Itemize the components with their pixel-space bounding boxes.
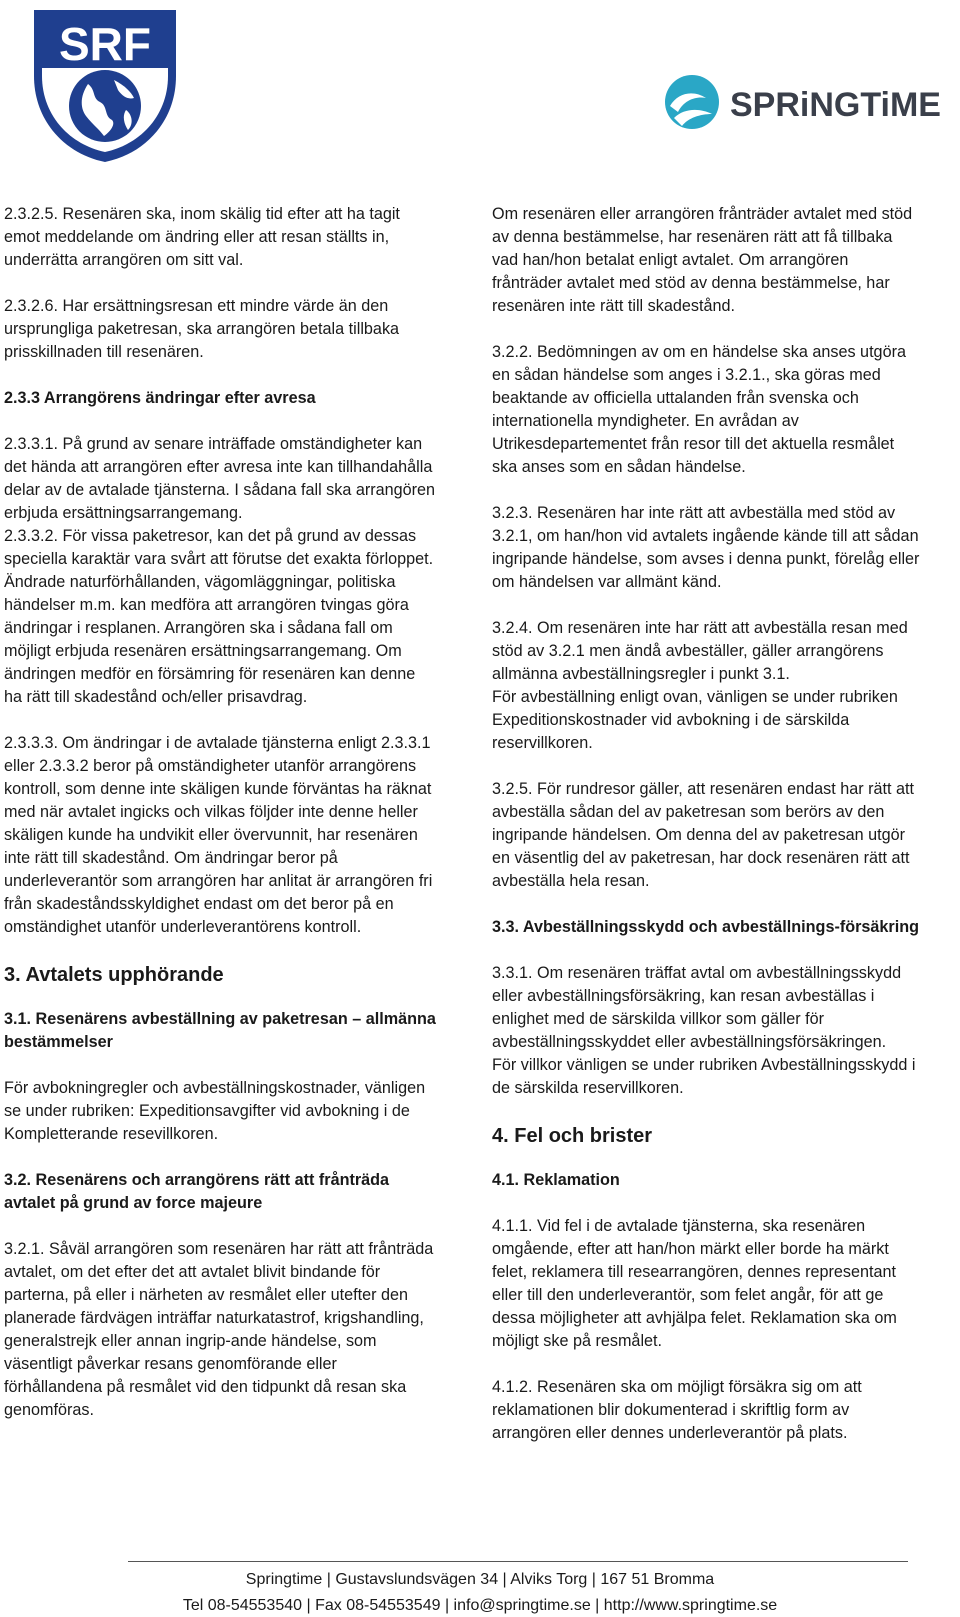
paragraph-4-1-2: 4.1.2. Resenären ska om möjligt försäkra sig om att reklamationen blir dokumenterad i skriftlig form av arrangören eller dennes underleverantör på plats. <box>492 1378 862 1442</box>
springtime-logo-text: SPRiNGTiME <box>730 86 941 124</box>
heading-3-3: 3.3. Avbeställningsskydd och avbeställnings-försäkring <box>492 918 919 936</box>
heading-3-2: 3.2. Resenärens och arrangörens rätt att frånträda avtalet på grund av force majeure <box>4 1171 390 1212</box>
paragraph-3-2-2: 3.2.2. Bedömningen av om en händelse ska anses utgöra en sådan händelse som anges i 3.2.1., ska göras med beaktande av officiella uttalanden från svenska och internationella myndigheter. En avrådan av Utrikesdepartementet från resor till det aktuella resmålet ska anses som en sådan händelse. <box>492 343 906 476</box>
paragraph-3-2-4-note: För avbeställning enligt ovan, vänligen se under rubriken Expeditionskostnader vid avbokning i de särskilda reservillkoren. <box>492 688 898 752</box>
springtime-logo <box>662 72 952 142</box>
paragraph-4-1-1: 4.1.1. Vid fel i de avtalade tjänsterna, ska resenären omgående, efter att han/hon märkt eller borde ha märkt felet, reklamera till researrangören, dennes representant eller till den underleverantör, som felet angår, för att ge dessa möjligheter att avhjälpa felet. Reklamation ska om möjligt ske på resmålet. <box>492 1217 897 1350</box>
paragraph-3-2-3: 3.2.3. Resenären har inte rätt att avbeställa med stöd av 3.2.1, om han/hon vid avtalets ingående kände till att sådan ingripande händelse, som avses i denna punkt, förelåg eller om händelsen var allmänt känd. <box>492 504 920 591</box>
footer-contact: Tel 08-54553540 | Fax 08-54553549 | info@springtime.se | http://www.springtime.se <box>182 1597 778 1614</box>
paragraph-2-3-2-6: 2.3.2.6. Har ersättningsresan ett mindre värde än den ursprungliga paketresan, ska arrangören betala tillbaka prisskillnaden till resenären. <box>4 297 400 361</box>
paragraph-2-3-3-2: 2.3.3.2. För vissa paketresor, kan det på grund av dessas speciella karaktär vara svårt att förutse det exakta förloppet. Ändrade naturförhållanden, vägomläggningar, politiska händelser m.m. kan medföra att arrangören tvingas göra ändringar i resplanen. Arrangören ska i sådana fall om möjligt erbjuda resenären ersättningsarrangemang. Om ändringen medför en försämring för resenären kan denne ha rätt till skadestånd och/eller prisavdrag. <box>4 527 434 706</box>
heading-4: 4. Fel och brister <box>492 1125 653 1147</box>
heading-4-1: 4.1. Reklamation <box>492 1171 620 1189</box>
heading-3: 3. Avtalets upphörande <box>4 964 224 986</box>
right-column <box>492 203 920 1468</box>
left-column <box>4 203 436 1445</box>
paragraph-3-2-1: 3.2.1. Såväl arrangören som resenären har rätt att frånträda avtalet, om det efter det att avtalet blivit bindande för parterna, på eller i närheten av resmålet eller utefter den planerade färdvägen inträffar naturkatastrof, krigshandling, generalstrejk eller annan ingrip-ande händelse, som väsentligt påverkar resans genomförande eller förhållandena på resmålet vid den tidpunkt då resan ska genomföras. <box>4 1240 434 1419</box>
srf-logo <box>30 6 180 166</box>
paragraph-3-1-text: För avbokningregler och avbeställningskostnader, vänligen se under rubriken: Expeditionsavgifter vid avbokning i de Kompletterande resevillkoren. <box>4 1079 426 1143</box>
heading-3-1: 3.1. Resenärens avbeställning av paketresan – allmänna bestämmelser <box>4 1010 436 1051</box>
heading-2-3-3: 2.3.3 Arrangörens ändringar efter avresa <box>4 389 316 407</box>
paragraph-force-majeure-refund: Om resenären eller arrangören frånträder avtalet med stöd av denna bestämmelse, har resenären rätt att få tillbaka vad han/hon betalat enligt avtalet. Om arrangören frånträder avtalet med stöd av denna bestämmelse, har resenären inte rätt till skadestånd. <box>492 205 913 315</box>
paragraph-3-2-5: 3.2.5. För rundresor gäller, att resenären endast har rätt att avbeställa sådan del av paketresan som berörs av den ingripande händelsen. Om denna del av paketresan utgör en väsentlig del av paketresan, har dock resenären rätt att avbeställa hela resan. <box>492 780 915 890</box>
paragraph-2-3-3-3: 2.3.3.3. Om ändringar i de avtalade tjänsterna enligt 2.3.3.1 eller 2.3.3.2 beror på omständigheter utanför arrangörens kontroll, som denne inte skäligen kunde förväntas ha räknat med när avtalet ingicks och vilkas följder inte denne heller skäligen kunde ha undvikit eller övervunnit, har resenären inte rätt till skadestånd. Om ändringar beror på underleverantör som arrangören har anlitat är arrangören fri från skadeståndsskyldighet endast om det beror på en omständighet utanför underleverantörens kontroll. <box>4 734 433 936</box>
paragraph-2-3-2-5: 2.3.2.5. Resenären ska, inom skälig tid efter att ha tagit emot meddelande om ändring eller att resan ställts in, underrätta arrangören om sitt val. <box>4 205 400 269</box>
footer-divider <box>128 1561 908 1562</box>
srf-logo-text: SRF <box>59 18 151 70</box>
paragraph-3-2-4: 3.2.4. Om resenären inte har rätt att avbeställa resan med stöd av 3.2.1 men ändå avbeställer, gäller arrangörens allmänna avbeställningsregler i punkt 3.1. <box>492 619 908 683</box>
footer-address: Springtime | Gustavslundsvägen 34 | Alviks Torg | 167 51 Bromma <box>245 1571 715 1588</box>
paragraph-3-3-1-note: För villkor vänligen se under rubriken Avbeställningsskydd i de särskilda reservillkoren. <box>492 1056 916 1097</box>
paragraph-2-3-3-1: 2.3.3.1. På grund av senare inträffade omständigheter kan det hända att arrangören efter avresa inte kan tillhandahålla delar av de avtalade tjänsterna. I sådana fall ska arrangören erbjuda ersättningsarrangemang. <box>4 435 436 522</box>
paragraph-3-3-1: 3.3.1. Om resenären träffat avtal om avbeställningsskydd eller avbeställningsförsäkring, kan resan avbeställas i enlighet med de särskilda villkor som gäller för avbeställningsskyddet eller avbeställningsförsäkringen. <box>492 964 902 1051</box>
